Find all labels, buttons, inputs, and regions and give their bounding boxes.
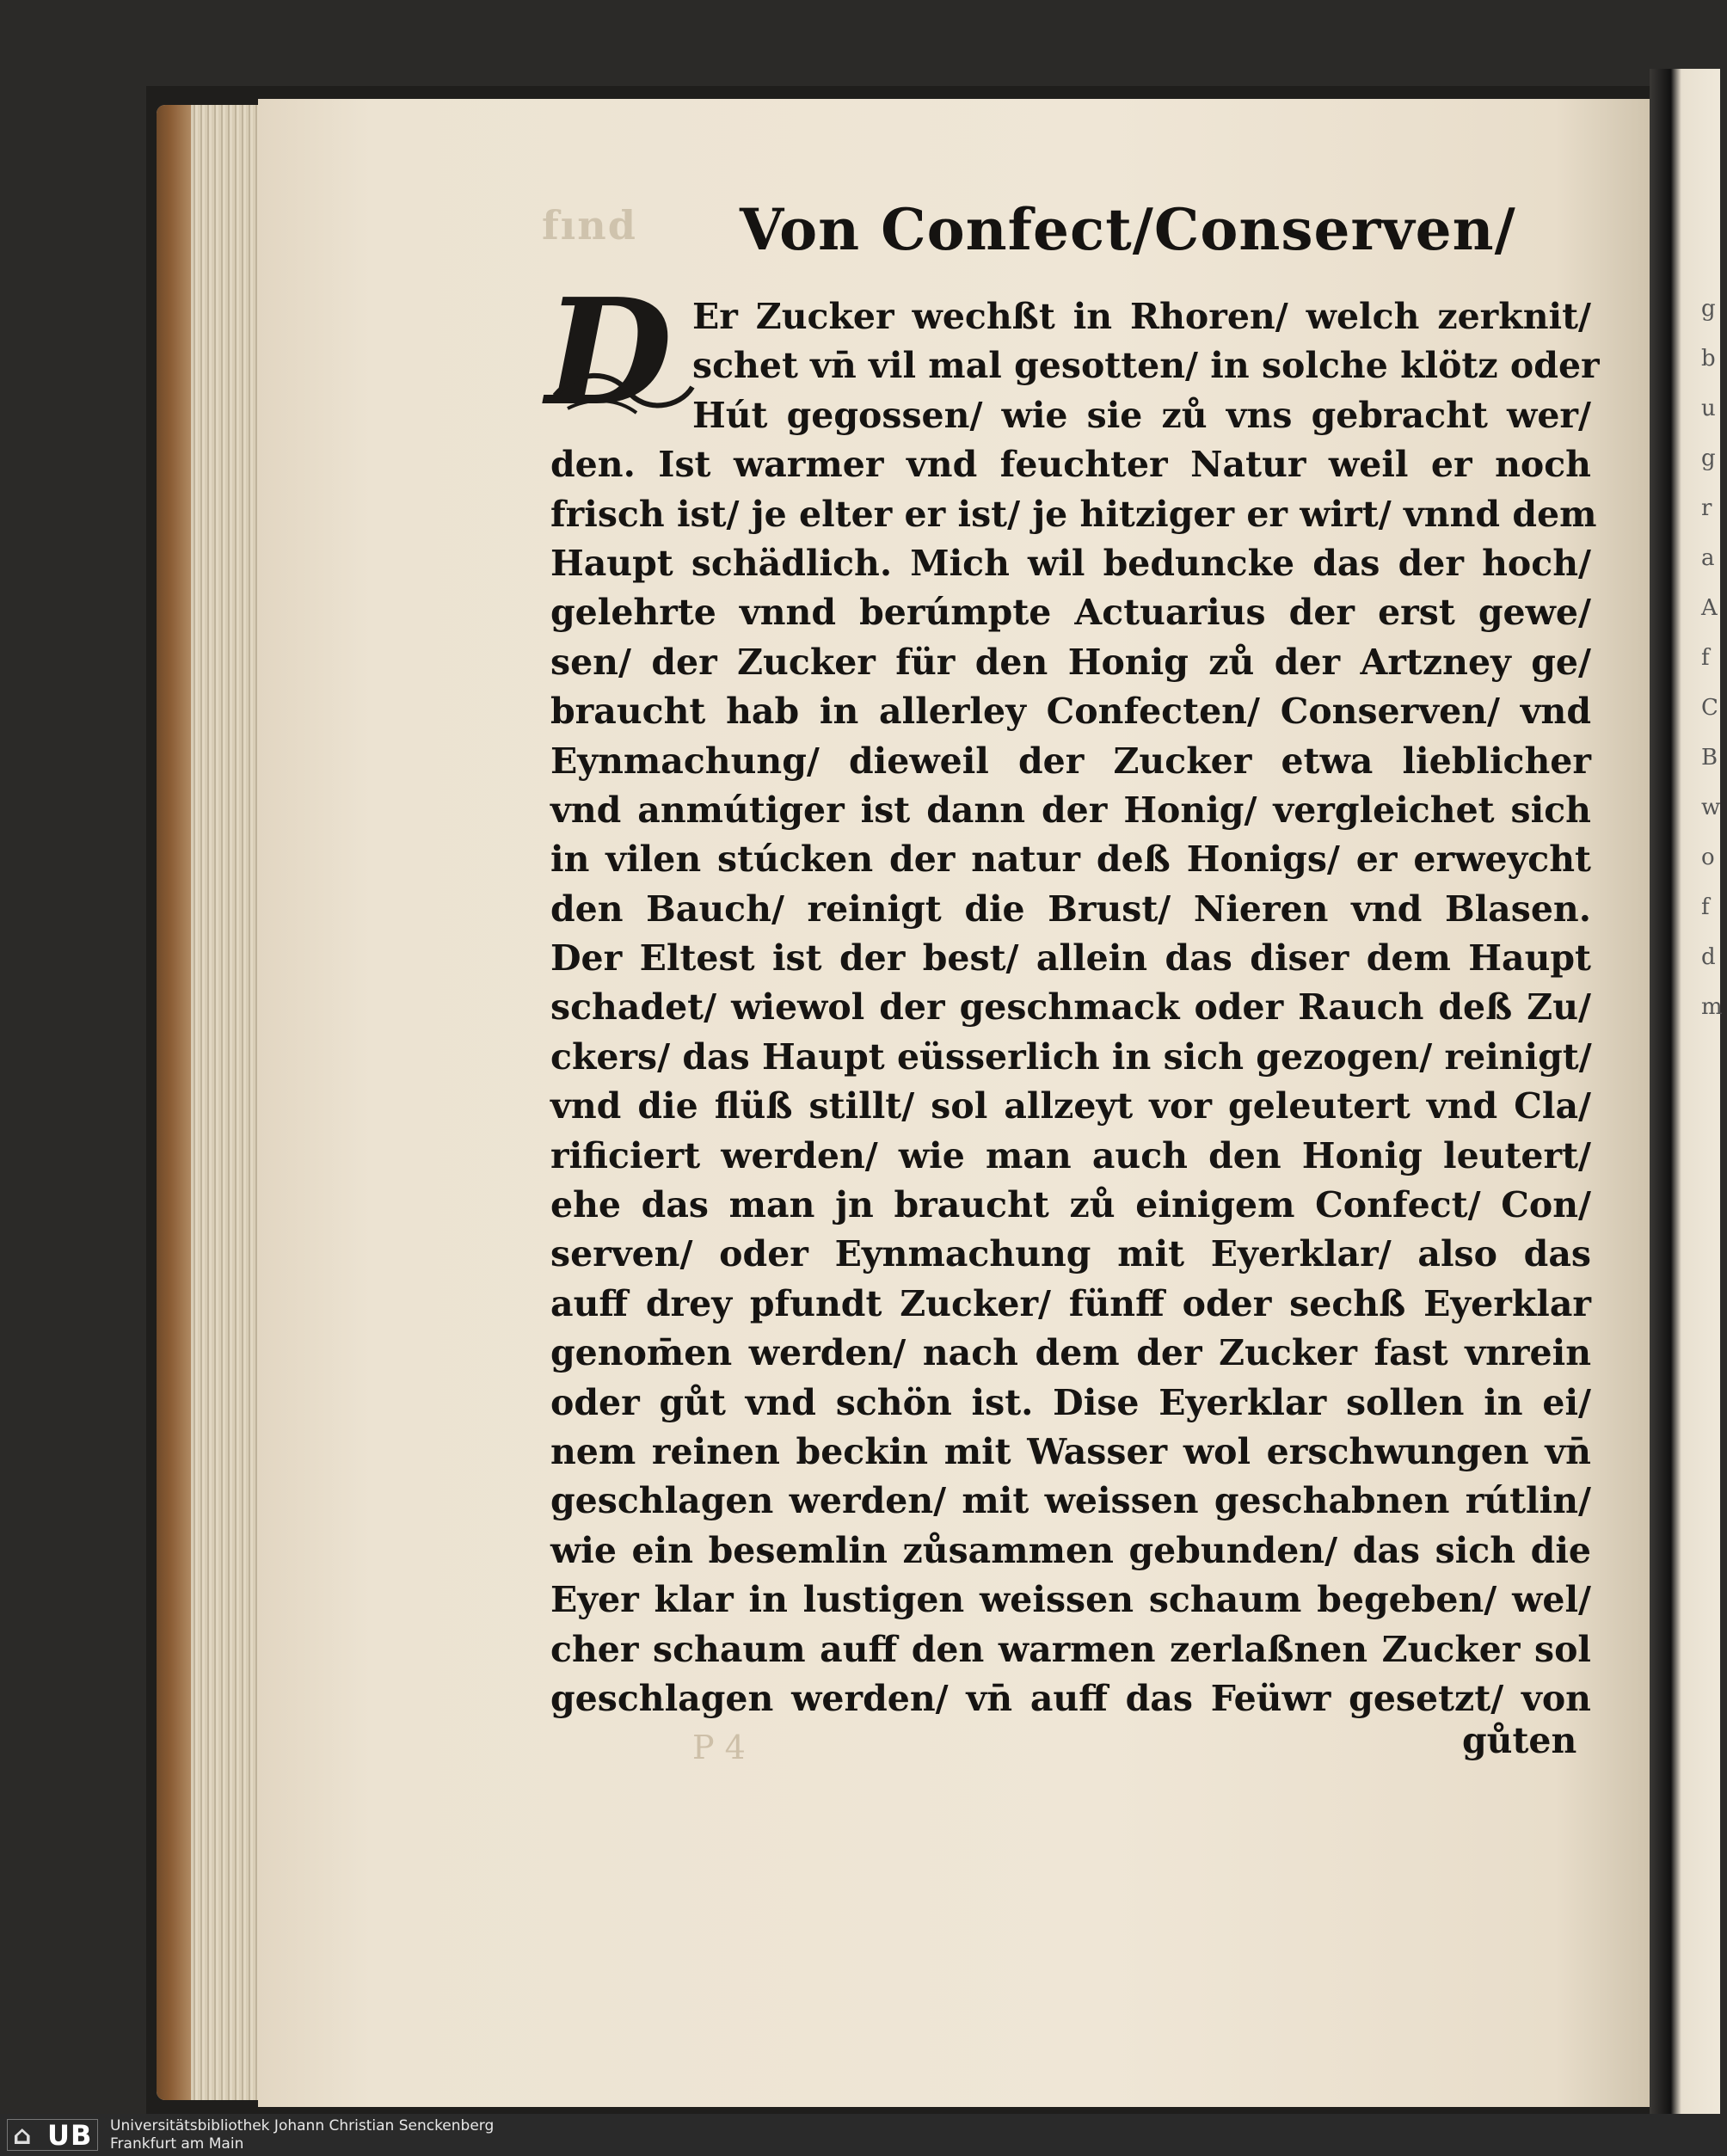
facing-page-glyph: r: [1701, 495, 1712, 521]
text-line: Haupt schädlich. Mich wil beduncke das der hoch/: [550, 542, 1591, 584]
bleed-through-text: fınd: [542, 202, 637, 249]
text-line: schadet/ wiewol der geschmack oder Rauch deß Zu/: [550, 986, 1591, 1029]
text-line: schet vn̄ vil mal gesotten/ in solche klötz oder: [692, 345, 1600, 387]
text-line: ehe das man jn braucht zů einigem Confect/ Con/: [550, 1184, 1591, 1226]
footer-bar: [0, 2114, 1720, 2156]
drop-cap: D: [545, 267, 673, 439]
facing-page-glyph: m: [1701, 994, 1723, 1020]
text-line: sen/ der Zucker für den Honig zů der Artzney ge/: [550, 641, 1591, 683]
text-line: geschlagen werden/ mit weissen geschabnen rútlin/: [550, 1480, 1591, 1522]
facing-page-glyph: B: [1701, 745, 1718, 771]
text-line: gelehrte vnnd berúmpte Actuarius der erst gewe/: [550, 592, 1591, 634]
institution-name: [110, 2117, 494, 2153]
text-line: Eyer klar in lustigen weissen schaum begeben/ wel/: [550, 1579, 1591, 1621]
facing-page-text: [1701, 284, 1727, 1032]
facing-page-glyph: g: [1701, 445, 1716, 471]
text-line: oder gůt vnd schön ist. Dise Eyerklar sollen in ei/: [550, 1381, 1591, 1423]
facing-page-glyph: A: [1701, 595, 1718, 621]
text-line: braucht hab in allerley Confecten/ Conserven/ vnd: [550, 691, 1591, 733]
text-line: nem reinen beckin mit Wasser wol erschwungen vn̄: [550, 1430, 1591, 1472]
text-line: wie ein besemlin zůsammen gebunden/ das sich die: [550, 1529, 1591, 1571]
text-line: genom̄en werden/ nach dem der Zucker fast vnrein: [550, 1332, 1591, 1374]
text-line: serven/ oder Eynmachung mit Eyerklar/ also das: [550, 1233, 1591, 1275]
facing-page-glyph: u: [1701, 396, 1716, 421]
text-line: Er Zucker wechßt in Rhoren/ welch zerknit/: [692, 296, 1591, 337]
text-line: in vilen stúcken der natur deß Honigs/ er erweycht: [550, 838, 1591, 881]
facing-page-glyph: w: [1701, 795, 1721, 820]
facing-page-glyph: C: [1701, 695, 1718, 721]
text-line: rificiert werden/ wie man auch den Honig leutert/: [550, 1134, 1591, 1176]
facing-page-glyph: f: [1701, 894, 1710, 920]
text-line: Hút gegossen/ wie sie zů vns gebracht wer/: [692, 394, 1591, 436]
text-line: Eynmachung/ dieweil der Zucker etwa lieblicher: [550, 740, 1591, 782]
facing-page-glyph: o: [1701, 845, 1715, 870]
facing-page-glyph: g: [1701, 296, 1716, 322]
text-line: vnd anmútiger ist dann der Honig/ vergleichet sich: [550, 789, 1591, 831]
facing-page-glyph: f: [1701, 645, 1710, 671]
body-text: [550, 292, 1600, 1723]
text-line: geschlagen werden/ vn̄ auff das Feüwr gesetzt/ von: [550, 1677, 1591, 1719]
text-line: vnd die flüß stillt/ sol allzeyt vor geleutert vnd Cla/: [550, 1085, 1591, 1127]
text-line: ckers/ das Haupt eüsserlich in sich gezogen/ reinigt/: [550, 1035, 1592, 1078]
page-title: Von Confect/Conserven/: [740, 196, 1516, 263]
catchword: gůten: [1462, 1720, 1577, 1761]
text-line: frisch ist/ je elter er ist/ je hitziger er wirt/ vnnd dem: [550, 493, 1597, 535]
library-logo[interactable]: ⌂ UB: [7, 2119, 98, 2151]
text-line: Der Eltest ist der best/ allein das diser dem Haupt: [550, 937, 1591, 980]
facing-page-glyph: a: [1701, 545, 1715, 571]
institution-line-1: Universitätsbibliothek Johann Christian Senckenberg: [110, 2117, 495, 2135]
facing-page-glyph: d: [1701, 944, 1716, 970]
text-line: den. Ist warmer vnd feuchter Natur weil er noch: [550, 444, 1591, 486]
institution-line-2: Frankfurt am Main: [110, 2135, 244, 2153]
signature-mark: P 4: [692, 1729, 746, 1766]
facing-page-glyph: b: [1701, 346, 1716, 372]
text-line: auff drey pfundt Zucker/ fünff oder sechß Eyerklar: [550, 1282, 1591, 1324]
text-line: den Bauch/ reinigt die Brust/ Nieren vnd Blasen.: [550, 888, 1591, 930]
text-line: cher schaum auff den warmen zerlaßnen Zucker sol: [550, 1628, 1591, 1670]
